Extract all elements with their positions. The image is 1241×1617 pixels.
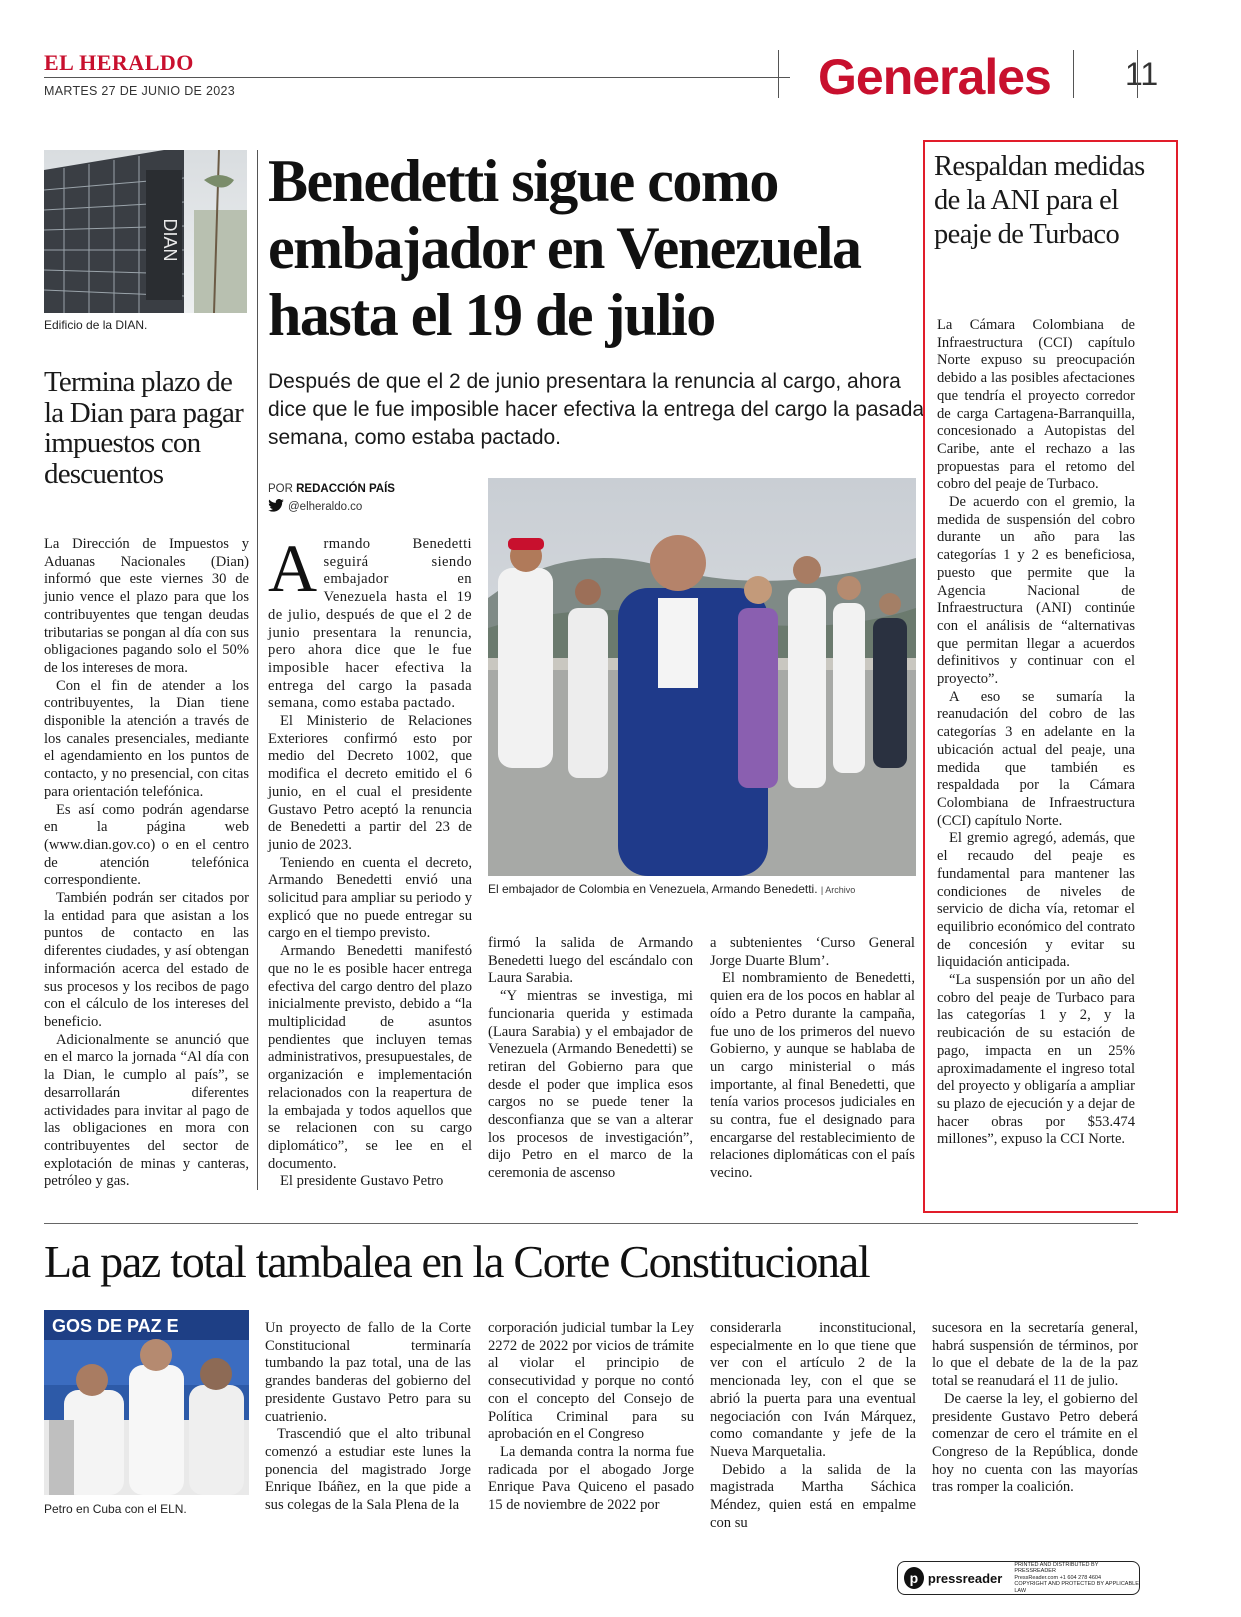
main-deck: Después de que el 2 de junio presentara la renuncia al cargo, ahora dice que le fue imposible hacer efectiva la entrega del cargo la pasada semana, como estaba pactado. bbox=[268, 370, 925, 449]
byline-author: REDACCIÓN PAÍS bbox=[296, 483, 395, 495]
photo-credit: | Archivo bbox=[820, 885, 856, 895]
paz-paragraph: sucesora en la secretaría general, habrá suspensión de términos, por lo que el debate de la de la paz total se reanudará el 11 de julio. bbox=[932, 1320, 1138, 1390]
benedetti-paragraph: Armando Benedetti manifestó que no le es posible hacer entrega efectiva del cargo dentro del plazo inicialmente previsto, debido a “la multiplicidad de asuntos pendientes que incluyen temas administrativos, presupuestales, de organización e implementación relacionados con la reapertura de la embajada y todos aquellos que se relacionen con su cargo diplomático”, se lee en el documento. bbox=[268, 943, 472, 1172]
paz-photo-caption: Petro en Cuba con el ELN. bbox=[44, 1502, 187, 1516]
paz-paragraph: Un proyecto de fallo de la Corte Constitucional terminaría tumbando la paz total, una de las grandes banderas del gobierno del presidente Gustavo Petro para su cuatrienio. bbox=[265, 1320, 471, 1425]
paz-col2 bbox=[488, 1320, 694, 1515]
benedetti-col2 bbox=[488, 935, 693, 1183]
twitter-icon bbox=[268, 499, 284, 515]
page-edge-divider bbox=[1137, 50, 1138, 98]
dian-paragraph: Es así como podrán agendarse en la página web (www.dian.gov.co) o en el centro de atención telefónica correspondiente. bbox=[44, 801, 249, 889]
paz-col3 bbox=[710, 1320, 916, 1532]
masthead-logo: EL HERALDO bbox=[44, 50, 194, 75]
dian-sign-text: DIAN bbox=[160, 218, 180, 262]
main-headline: Benedetti sigue como embajador en Venezuela hasta el 19 de julio bbox=[268, 148, 861, 348]
section-title: Generales bbox=[818, 49, 1051, 105]
benedetti-col3 bbox=[710, 935, 915, 1183]
benedetti-paragraph: a subtenientes ‘Curso General Jorge Duarte Blum’. bbox=[710, 935, 915, 969]
twitter-handle-text: @elheraldo.co bbox=[288, 501, 363, 513]
byline-prefix: POR bbox=[268, 483, 297, 495]
benedetti-photo bbox=[488, 478, 916, 876]
paz-headline: La paz total tambalea en la Corte Constitucional bbox=[44, 1236, 870, 1287]
benedetti-paragraph: El nombramiento de Benedetti, quien era de los pocos en hablar al oído a Petro durante la campaña, fue uno de los primeros del nuevo Gobierno, y aunque se hablaba de un cargo ministerial o más importante, al final Benedetti, que tenía varios procesos judiciales en su contra, fue el designado para encargarse del restablecimiento de relaciones diplomáticas con el país vecino. bbox=[710, 970, 915, 1182]
benedetti-col1 bbox=[268, 530, 472, 1191]
benedetti-paragraph: El presidente Gustavo Petro bbox=[280, 1173, 444, 1190]
benedetti-photo-caption bbox=[488, 882, 855, 896]
benedetti-paragraph: firmó la salida de Armando Benedetti luego del escándalo con Laura Sarabia. bbox=[488, 935, 693, 987]
benedetti-paragraph: El Ministerio de Relaciones Exteriores confirmó esto por medio del Decreto 1002, que modifica el decreto emitido el 6 junio, en el cual el presidente Gustavo Petro aceptó la renuncia de Benedetti a partir del 23 de junio de 2023. bbox=[268, 713, 472, 853]
dian-paragraph: También podrán ser citados por la entidad para que asistan a los puntos de contacto en las diferentes ciudades, y así obtengan información acerca del estado de sus procesos y los recibos de pago con el cálculo de los intereses del beneficio. bbox=[44, 890, 249, 1030]
dropcap-letter: A bbox=[268, 530, 318, 606]
ani-headline: Respaldan medidas de la ANI para el peaje de Turbaco bbox=[934, 151, 1145, 250]
dian-paragraph: La Dirección de Impuestos y Aduanas Nacionales (Dian) informó que este viernes 30 de junio vence el plazo para que los contribuyentes que tengan deudas tributarias se pongan al día con sus obligaciones pagando solo el 50% de los intereses de mora. bbox=[44, 536, 249, 676]
dian-paragraph: Adicionalmente se anunció que en el marco la jornada “Al día con la Dian, le cumplo al país”, se desarrollarán diferentes actividades para invitar al pago de las obligaciones en mora con contribuyentes del sector de explotación de minas y canteras, petróleo y gas. bbox=[44, 1031, 249, 1190]
dian-photo-caption: Edificio de la DIAN. bbox=[44, 318, 148, 332]
benedetti-lead: rmando Benedetti seguirá siendo embajador en Venezuela hasta el 19 de julio, después de que el 2 de junio presentara la renuncia, pero ahora dice que le fue imposible hacer efectiva la entrega del cargo la pasada semana, como estaba pactado. bbox=[268, 536, 472, 712]
ani-paragraph: “La suspensión por un año del cobro del peaje de Turbaco para las categorías 1 y 2, y la reubicación de su estación de pago, impacta en un 25% aproximadamente el ingreso total del proyecto y obligaría a ampliar su plazo de ejecución y a dejar de hacer obras por $53.474 millones”, expuso la CCI Norte. bbox=[937, 972, 1135, 1148]
ani-body bbox=[937, 317, 1135, 1149]
paz-col1 bbox=[265, 1320, 471, 1515]
paz-paragraph: corporación judicial tumbar la Ley 2272 de 2022 por vicios de trámite al violar el principio de consecutividad y porque no contó con el concepto del Consejo de Política Criminal para su aprobación en el Congreso bbox=[488, 1320, 694, 1443]
masthead-rule bbox=[44, 77, 790, 78]
dian-paragraph: Con el fin de atender a los contribuyentes, la Dian tiene disponible la atención a través de los canales presenciales, mediante el agendamiento en los puntos de contacto, y no presencial, con citas para orientación telefónica. bbox=[44, 677, 249, 800]
masthead-divider bbox=[778, 50, 779, 98]
paz-paragraph: Trascendió que el alto tribunal comenzó a estudiar este lunes la ponencia del magistrado Jorge Enrique Ibáñez, en la que pide a sus colegas de la Sala Plena de la bbox=[265, 1426, 471, 1514]
pressreader-badge[interactable] bbox=[897, 1561, 1140, 1595]
pressreader-line: PressReader.com +1 604 278 4604 bbox=[1014, 1574, 1102, 1581]
section-rule bbox=[44, 1223, 1138, 1224]
photo-caption-text: El embajador de Colombia en Venezuela, Armando Benedetti. bbox=[488, 882, 818, 896]
petro-cuba-photo bbox=[44, 1310, 249, 1495]
twitter-handle bbox=[268, 499, 362, 515]
byline bbox=[268, 483, 395, 495]
ani-paragraph: A eso se sumaría la reanudación del cobro de las categorías 3 en adelante en la ubicación actual del peaje, una medida que también es respaldada por la Cámara Colombiana de Infraestructura (CCI) capítulo Norte. bbox=[937, 688, 1135, 829]
ani-paragraph: El gremio agregó, además, que el recaudo del peaje es fundamental para mantener las condiciones de niveles de servicio de dicha vía, retomar el equilibrio económico del contrato de concesión y evitar su liquidación anticipada. bbox=[937, 830, 1135, 971]
benedetti-paragraph: Teniendo en cuenta el decreto, Armando Benedetti envió una solicitud para ampliar su periodo y explicó que no puede entregar su cargo en el tiempo previsto. bbox=[268, 854, 472, 942]
pressreader-line: PRINTED AND DISTRIBUTED BY PRESSREADER bbox=[1014, 1561, 1099, 1575]
photo-banner-text: GOS DE PAZ E bbox=[52, 1316, 179, 1336]
benedetti-paragraph: “Y mientras se investiga, mi funcionaria querida y estimada (Laura Sarabia) y el embajador de Venezuela (Armando Benedetti) se retiran del Gobierno para que desde el poder que implica esos cargos no se puede tener la desconfianza que se van a alterar los procesos de investigación”, dijo Petro en el marco de la ceremonia de ascenso bbox=[488, 988, 693, 1182]
pressreader-line: COPYRIGHT AND PROTECTED BY APPLICABLE LAW bbox=[1014, 1581, 1139, 1594]
paz-paragraph: Debido a la salida de la magistrada Martha Sáchica Méndez, quien está en empalme con su bbox=[710, 1461, 916, 1531]
dian-body bbox=[44, 536, 249, 1191]
paz-paragraph: La demanda contra la norma fue radicada por el abogado Jorge Enrique Pava Quiceno el pasado 15 de noviembre de 2022 por bbox=[488, 1443, 694, 1514]
pressreader-name: pressreader bbox=[927, 1570, 1003, 1586]
dian-headline: Termina plazo de la Dian para pagar impuestos con descuentos bbox=[44, 366, 243, 491]
pressreader-logo-icon: p bbox=[904, 1567, 924, 1589]
paz-paragraph: De caerse la ley, el gobierno del presidente Gustavo Petro deberá comenzar de cero el trámite en el Congreso de la República, donde hoy no cuenta con las mayorías tras romper la coalición. bbox=[932, 1390, 1138, 1496]
pressreader-notice bbox=[1014, 1562, 1139, 1595]
ani-paragraph: La Cámara Colombiana de Infraestructura (CCI) capítulo Norte expuso su preocupación debido a las posibles afectaciones que tendría el proyecto corredor de carga Cartagena-Barranquilla, concesionado a Autopistas del Caribe, ante el rechazo a las propuestas para el retomo del cobro del peaje de Turbaco. bbox=[937, 317, 1135, 493]
paz-paragraph: considerarla inconstitucional, especialmente en lo que tiene que ver con el artículo 2 de la mencionada ley, con el que se abrió la puerta para una eventual negociación con Iván Márquez, como comandante y jefe de la Nueva Marquetalia. bbox=[710, 1320, 916, 1460]
column-divider bbox=[257, 150, 258, 1190]
ani-paragraph: De acuerdo con el gremio, la medida de suspensión del cobro durante un año para las categorías 1 y 2 es beneficiosa, puesto que permite que la Agencia Nacional de Infraestructura (ANI) continúe con el análisis de “alternativas que permitan llegar a acuerdos definitivos y continuar con el proyecto”. bbox=[937, 494, 1135, 688]
issue-date: MARTES 27 DE JUNIO DE 2023 bbox=[44, 84, 235, 98]
paz-col4 bbox=[932, 1320, 1138, 1497]
dian-building-photo bbox=[44, 150, 247, 313]
page-number-divider bbox=[1073, 50, 1074, 98]
page-number: 11 bbox=[1125, 56, 1159, 92]
